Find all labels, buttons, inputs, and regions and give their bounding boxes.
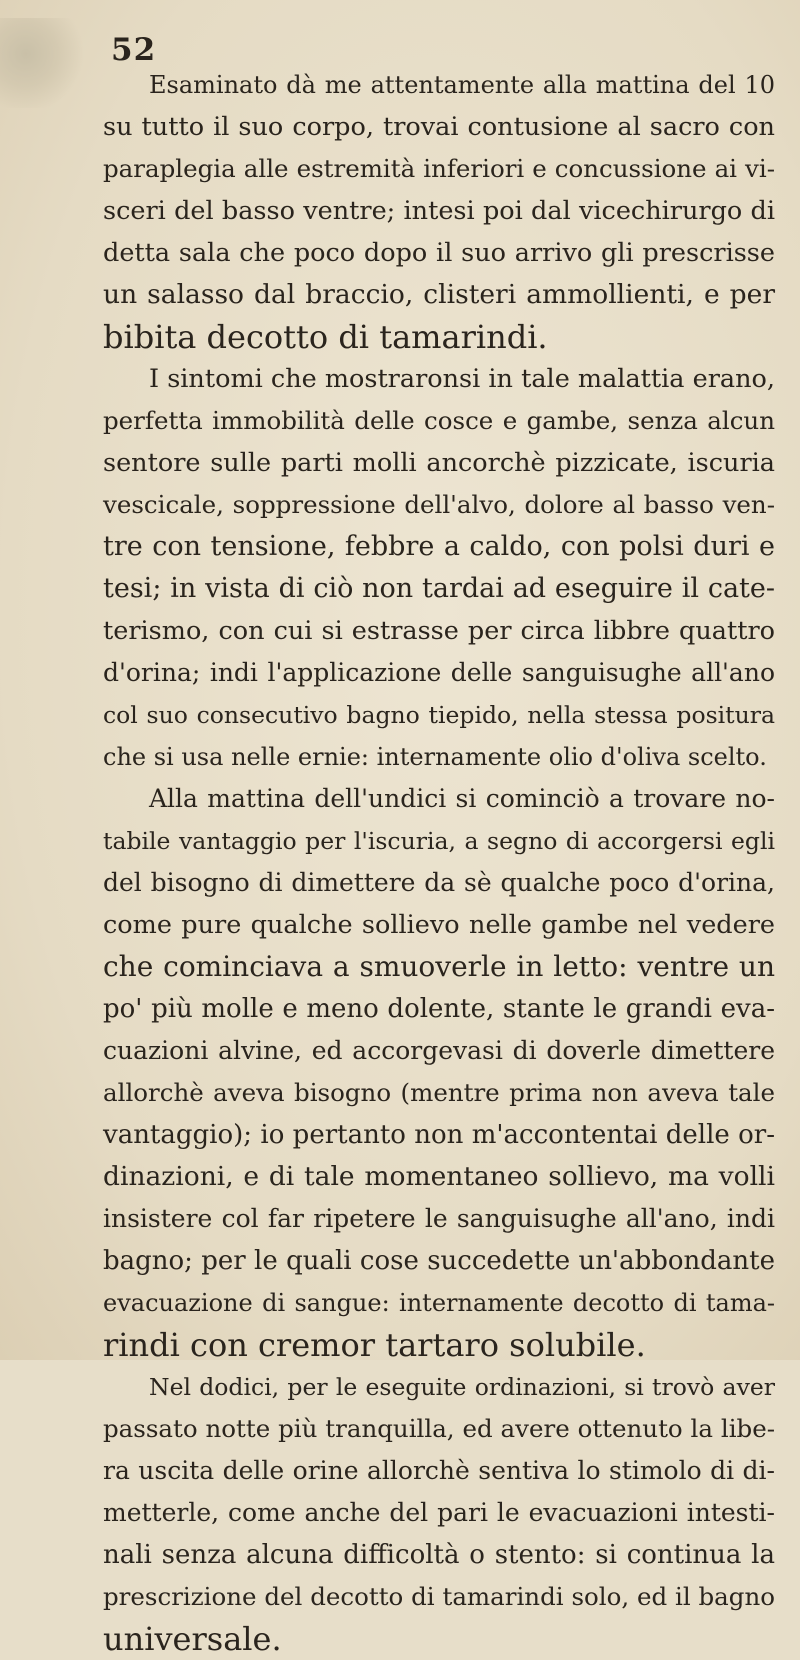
- text-line: Esaminato dà me attentamente alla mattina del 10: [149, 71, 775, 99]
- text-line: universale.: [103, 1620, 282, 1658]
- text-line: I sintomi che mostraronsi in tale malattia erano,: [149, 364, 775, 394]
- text-line: allorchè aveva bisogno (mentre prima non aveva tale: [103, 1078, 775, 1107]
- text-line: d'orina; indi l'applicazione delle sanguisughe all'ano: [103, 658, 775, 687]
- text-line: prescrizione del decotto di tamarindi solo, ed il bagno: [103, 1582, 775, 1611]
- page-number: 52: [111, 32, 157, 68]
- text-line: tre con tensione, febbre a caldo, con polsi duri e: [103, 531, 775, 562]
- text-line: che cominciava a smuoverle in letto: ventre un: [103, 950, 775, 983]
- text-line: vantaggio); io pertanto non m'accontentai delle or-: [103, 1120, 775, 1150]
- text-line: come pure qualche sollievo nelle gambe nel vedere: [103, 910, 775, 940]
- text-line: su tutto il suo corpo, trovai contusione al sacro con: [103, 112, 775, 142]
- text-line: po' più molle e meno dolente, stante le grandi eva-: [103, 994, 775, 1024]
- text-line: cuazioni alvine, ed accorgevasi di doverle dimettere: [103, 1036, 775, 1065]
- text-line: col suo consecutivo bagno tiepido, nella stessa positura: [103, 701, 775, 729]
- text-line: evacuazione di sangue: internamente decotto di tama-: [103, 1289, 775, 1317]
- text-line: detta sala che poco dopo il suo arrivo gli prescrisse: [103, 238, 775, 268]
- text-line: metterle, come anche del pari le evacuazioni intesti-: [103, 1498, 775, 1527]
- text-line: Nel dodici, per le eseguite ordinazioni, si trovò aver: [149, 1373, 775, 1401]
- text-line: perfetta immobilità delle cosce e gambe, senza alcun: [103, 406, 775, 435]
- binding-stain: [0, 18, 86, 108]
- text-line: terismo, con cui si estrasse per circa libbre quattro: [103, 616, 775, 646]
- text-line: Alla mattina dell'undici si cominciò a trovare no-: [149, 784, 775, 813]
- text-line: tabile vantaggio per l'iscuria, a segno di accorgersi egli: [103, 827, 775, 855]
- text-line: tesi; in vista di ciò non tardai ad eseguire il cate-: [103, 573, 775, 604]
- text-line: del bisogno di dimettere da sè qualche poco d'orina,: [103, 868, 775, 897]
- text-line: ra uscita delle orine allorchè sentiva lo stimolo di di-: [103, 1456, 775, 1485]
- text-line: nali senza alcuna difficoltà o stento: si continua la: [103, 1540, 775, 1570]
- text-line: bagno; per le quali cose succedette un'abbondante: [103, 1246, 775, 1276]
- text-line: dinazioni, e di tale momentaneo sollievo, ma volli: [103, 1161, 775, 1192]
- text-line: insistere col far ripetere le sanguisughe all'ano, indi: [103, 1204, 775, 1233]
- text-line: passato notte più tranquilla, ed avere ottenuto la libe-: [103, 1414, 775, 1443]
- text-line: sceri del basso ventre; intesi poi dal vicechirurgo di: [103, 196, 775, 226]
- text-line: rindi con cremor tartaro solubile.: [103, 1326, 646, 1364]
- text-line: bibita decotto di tamarindi.: [103, 318, 548, 356]
- text-line: paraplegia alle estremità inferiori e concussione ai vi-: [103, 154, 775, 183]
- text-line: un salasso dal braccio, clisteri ammollienti, e per: [103, 279, 775, 310]
- text-line: vescicale, soppressione dell'alvo, dolore al basso ven-: [103, 490, 775, 519]
- text-line: sentore sulle parti molli ancorchè pizzicate, iscuria: [103, 448, 775, 478]
- text-line: che si usa nelle ernie: internamente olio d'oliva scelto.: [103, 743, 767, 771]
- body-text: [103, 64, 775, 1660]
